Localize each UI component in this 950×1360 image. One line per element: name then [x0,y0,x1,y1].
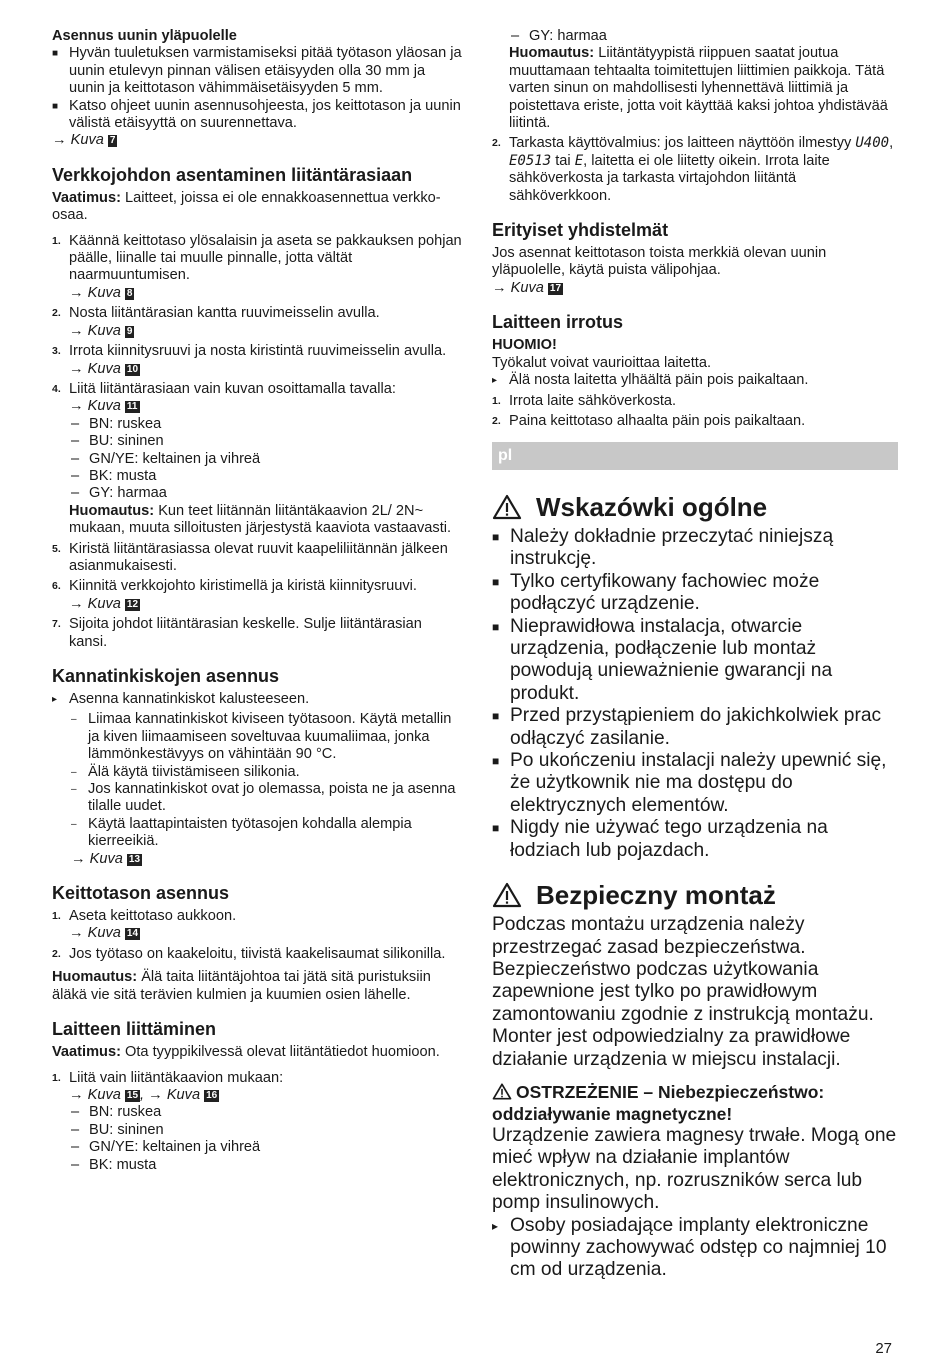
section-heading: Wskazówki ogólne [492,492,902,522]
list-item: 2. Nosta liitäntärasian kantta ruuvimeisselin avulla. → Kuva 9 [52,305,380,339]
section-title: Verkkojohdon asentaminen liitäntärasiaan [52,164,413,185]
warning-icon [492,882,522,908]
paragraph: Työkalut voivat vaurioittaa laitetta. [492,354,712,371]
page-number: 27 [875,1340,892,1357]
requirement: Vaatimus: Ota tyyppikilvessä olevat liitäntätiedot huomioon. [52,1044,440,1061]
right-column [492,28,902,430]
section-title: Laitteen irrotus [492,312,624,333]
paragraph: Urządzenie zawiera magnesy trwałe. Mogą one mieć wpływ na działanie implantów elektronicznych, np. rozruszników serca lub pomp insulinowych. [492,1124,897,1214]
section-title: Keittotason asennus [52,883,230,904]
paragraph: Podczas montażu urządzenia należy przestrzegać zasad bezpieczeństwa. Bezpieczeństwo podczas użytkowania zapewnione jest tylko po prawidłowym zamontowaniu zgodnie z instrukcją montażu. Monter jest odpowiedzialny za prawidłowe działanie urządzenia w miejscu instalacji. [492,914,874,1070]
section-heading: Bezpieczny montaż [492,880,902,910]
figure-ref: → Kuva 17 [492,279,562,296]
section-title: Erityiset yhdistelmät [492,220,669,241]
left-column [52,28,462,1174]
requirement: Vaatimus: Laitteet, joissa ei ole ennakkoasennettua verkko-osaa. [52,189,441,224]
bullet-item: ■ Po ukończeniu instalacji należy upewnić się, że użytkownik nie ma dostępu do elektrycznych elementów. [492,750,887,816]
list-item: 1. Käännä keittotaso ylösalaisin ja aseta se pakkauksen pohjan päälle, liinalle tai muulle pinnalle, jotta vältät naarmuuntumisen. → Kuva 8 [52,232,462,301]
bullet-item: ■ Nieprawidłowa instalacja, otwarcie urządzenia, podłączenie lub montaż powodują unieważnienie gwarancji na produkt. [492,615,833,704]
list-item: 1. Aseta keittotaso aukkoon. → Kuva 14 [52,908,237,942]
list-item: 7. Sijoita johdot liitäntärasian keskelle. Sulje liitäntärasian kansi. [52,616,422,650]
list-item: 6. Kiinnitä verkkojohto kiristimellä ja kiristä kiinnitysruuvi. → Kuva 12 [52,578,417,612]
list-item: 5. Kiristä liitäntärasiassa olevat ruuvit kaapeliliitännän jälkeen asianmukaisesti. [52,540,448,574]
warning-label: HUOMIO! [492,337,557,354]
action-step: ▸ Asenna kannatinkiskot kalusteeseen. – Liimaa kannatinkiskot kiviseen työtasoon. Käytä metallin ja kiven liimaamiseen soveltuvaa kuumaliimaa, jonka lämmönkestävyys on vähintään 90 °C. – Älä käytä tiivistämiseen silikonia. – Jos kannatinkiskot ovat jo olemassa, poista ne ja asenna tilalle uudet. – Käytä laattapintaisten työtasojen kohdalla alempia kierreeikiä. → Kuva 13 [52,691,456,867]
wire-item: – GY: harmaa [511,28,607,44]
note: Huomautus: Liitäntätyypistä riippuen saatat joutua muuttamaan tehtaalta toimitettujen liittimien paikkoja. Tätä varten sinun on mahdollisesti lyhennettävä liittimiä ja poistettava eriste, jotta voit käyttää kaksi johtoa yhdistävää liitintä. [509,45,888,132]
action-step: ▸ Osoby posiadające implanty elektroniczne powinny zachowywać odstęp co najmniej 10 cm od urządzenia. [492,1214,887,1281]
figure-ref: → Kuva 7 [52,132,116,149]
bullet-item: ■ Nigdy nie używać tego urządzenia na łodziach lub pojazdach. [492,817,828,861]
bullet-item: ■ Należy dokładnie przeczytać niniejszą instrukcję. [492,526,834,570]
section-title: Kannatinkiskojen asennus [52,666,280,686]
language-bar: pl [492,442,898,470]
section-title: Laitteen liittäminen [52,1019,217,1040]
list-item: 2. Jos työtaso on kaakeloitu, tiivistä kaakelisaumat silikonilla. [52,945,446,962]
warning-icon [492,1083,512,1100]
list-item: 2. Tarkasta käyttövalmius: jos laitteen näyttöön ilmestyy U400, E0513 tai E, laitetta ei ole liitetty oikein. Irrota laite sähköverkosta ja tarkasta virtajohdon liitäntä sähköverkkoon. [492,135,894,204]
paragraph: Jos asennat keittotason toista merkkiä olevan uunin yläpuolelle, käytä puista välipohjaa. [492,245,827,279]
list-item: 4. Liitä liitäntärasiaan vain kuvan osoittamalla tavalla: → Kuva 11 – BN: ruskea – BU: sininen – GN/YE: keltainen ja vihreä – BK: musta – GY: harmaa Huomautus: Kun teet liitännän liitäntäkaavion 2L/ 2N~ mukaan, muuta silloitusten järjestystä kaaviota vastaavasti. [52,380,452,537]
action-step: ▸ Älä nosta laitetta ylhäältä päin pois paikaltaan. [492,372,809,389]
bullet-item: ■ Hyvän tuuletuksen varmistamiseksi pitää työtason yläosan ja uunin etulevyn pinnan välisen etäisyyden olla 30 mm ja uunin ja keittotason vähimmäisetäisyyden 5 mm. [52,45,462,97]
list-item: 2. Paina keittotaso alhaalta päin pois paikaltaan. [492,412,806,429]
note: Huomautus: Älä taita liitäntäjohtoa tai jätä sitä puristuksiin äläkä vie sitä terävien kulmien ja kuumien osien lähelle. [52,969,431,1003]
bullet-item: ■ Katso ohjeet uunin asennusohjeesta, jos keittotason ja uunin välistä etäisyyttä on suurennettava. [52,97,461,132]
list-item: 1. Liitä vain liitäntäkaavion mukaan: → Kuva 15 , → Kuva 16 – BN: ruskea – BU: sininen – GN/YE: keltainen ja vihreä – BK: musta [52,1069,284,1173]
list-item: 3. Irrota kiinnitysruuvi ja nosta kiristintä ruuvimeisselin avulla. → Kuva 10 [52,343,447,377]
bullet-item: ■ Tylko certyfikowany fachowiec może podłączyć urządzenie. [492,570,820,615]
list-item: 1. Irrota laite sähköverkosta. [492,392,677,409]
bullet-item: ■ Przed przystąpieniem do jakichkolwiek prac odłączyć zasilanie. [492,705,882,749]
polish-section [492,478,902,1282]
warning-icon [492,494,522,520]
warning-heading: OSTRZEŻENIE – Niebezpieczeństwo: oddziaływanie magnetyczne! [492,1081,825,1124]
section-title: Asennus uunin yläpuolelle [52,28,237,44]
